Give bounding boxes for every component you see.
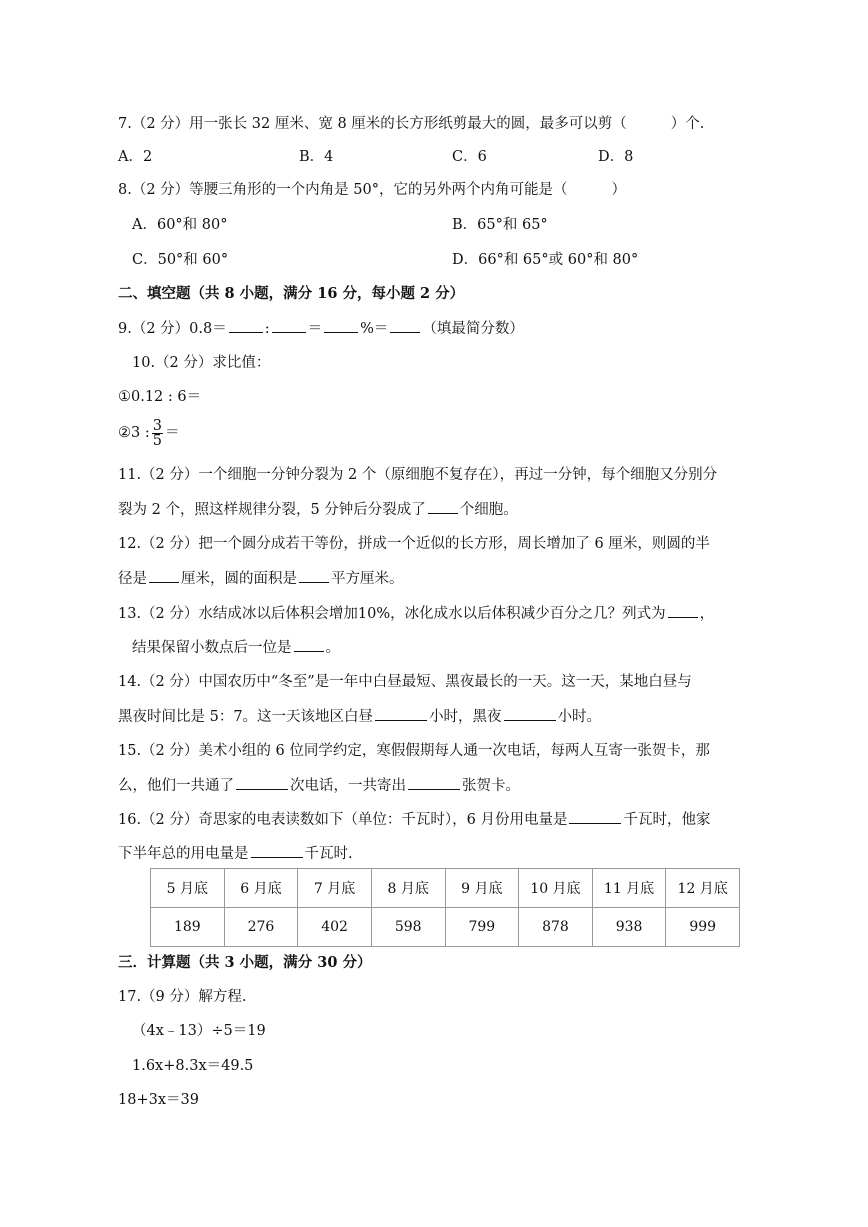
q17-equation-2: 1.6x+8.3x＝49.5	[132, 1058, 254, 1074]
table-cell: 799	[445, 908, 519, 947]
fraction: $\frac{3}{5}$	[152, 417, 162, 449]
table-header-cell: 8 月底	[371, 869, 445, 908]
table-header-row	[151, 869, 740, 908]
q11-line-1: 11.（2 分）一个细胞一分钟分裂为 2 个（原细胞不复存在），再过一分钟，每个细胞又分别分	[118, 467, 718, 483]
q15-line-1: 15.（2 分）美术小组的 6 位同学约定，寒假假期每人通一次电话，每两人互寄一张贺卡，那	[118, 743, 710, 759]
blank[interactable]	[324, 318, 358, 333]
q13-line-2: 结果保留小数点后一位是 。	[132, 637, 340, 658]
q10-item-1: ①0.12 : 6＝	[118, 389, 202, 405]
q16-line-1: 16.（2 分）奇思家的电表读数如下（单位：千瓦时），6 月份用电量是 千瓦时，他家	[118, 809, 710, 830]
meter-reading-table	[150, 868, 740, 947]
q8-option-a[interactable]: A．60°和 80°	[132, 217, 228, 233]
blank[interactable]	[149, 568, 179, 583]
q8-stem: 8.（2 分）等腰三角形的一个内角是 50°，它的另外两个内角可能是（ ）	[118, 182, 626, 198]
table-cell: 938	[592, 908, 666, 947]
table-header-cell: 7 月底	[298, 869, 372, 908]
blank[interactable]	[390, 318, 420, 333]
section-2-heading: 二、填空题（共 8 小题，满分 16 分，每小题 2 分）	[118, 285, 465, 302]
table-cell: 999	[666, 908, 740, 947]
q17-equation-1: （4x﹣13）÷5＝19	[132, 1023, 266, 1039]
blank[interactable]	[294, 637, 324, 652]
blank[interactable]	[299, 568, 329, 583]
table-header-cell: 12 月底	[666, 869, 740, 908]
blank[interactable]	[375, 706, 427, 721]
q17-equation-3: 18+3x＝39	[118, 1092, 199, 1108]
q14-line-1: 14.（2 分）中国农历中“冬至”是一年中白昼最短、黑夜最长的一天。这一天，某地白昼与	[118, 674, 692, 690]
blank[interactable]	[569, 809, 621, 824]
q16-line-2: 下半年总的用电量是 千瓦时.	[118, 843, 353, 864]
table-cell: 402	[298, 908, 372, 947]
q11-line-2: 裂为 2 个，照这样规律分裂，5 分钟后分裂成了 个细胞。	[118, 499, 518, 520]
q9: 9.（2 分）0.8＝ : ＝ %＝ （填最简分数）	[118, 318, 524, 339]
table-cell: 276	[224, 908, 298, 947]
q7-option-a[interactable]: A．2	[118, 149, 153, 165]
table-row	[151, 908, 740, 947]
blank[interactable]	[668, 603, 698, 618]
q7-option-d[interactable]: D．8	[598, 149, 634, 165]
table-header-cell: 6 月底	[224, 869, 298, 908]
q17-stem: 17.（9 分）解方程.	[118, 989, 247, 1005]
blank[interactable]	[251, 843, 303, 858]
q12-line-2: 径是 厘米，圆的面积是 平方厘米。	[118, 568, 404, 589]
blank[interactable]	[272, 318, 306, 333]
q10-item-2: ②3 : $\frac{3}{5}$ ＝	[118, 417, 180, 449]
table-header-cell: 9 月底	[445, 869, 519, 908]
table-cell: 598	[371, 908, 445, 947]
blank[interactable]	[408, 775, 460, 790]
q10-stem: 10.（2 分）求比值：	[132, 355, 271, 371]
blank[interactable]	[504, 706, 556, 721]
blank[interactable]	[236, 775, 288, 790]
table-header-cell: 5 月底	[151, 869, 225, 908]
q12-line-1: 12.（2 分）把一个圆分成若干等份，拼成一个近似的长方形，周长增加了 6 厘米，则圆的半	[118, 536, 710, 552]
q7-option-b[interactable]: B．4	[299, 149, 334, 165]
section-3-heading: 三．计算题（共 3 小题，满分 30 分）	[118, 954, 372, 971]
blank[interactable]	[428, 499, 458, 514]
q8-option-b[interactable]: B．65°和 65°	[452, 217, 548, 233]
q15-line-2: 么，他们一共通了 次电话，一共寄出 张贺卡。	[118, 775, 520, 796]
table-cell: 878	[519, 908, 593, 947]
blank[interactable]	[229, 318, 263, 333]
q8-option-c[interactable]: C．50°和 60°	[132, 252, 229, 268]
table-header-cell: 10 月底	[519, 869, 593, 908]
table-cell: 189	[151, 908, 225, 947]
q7-option-c[interactable]: C．6	[452, 149, 487, 165]
table-header-cell: 11 月底	[592, 869, 666, 908]
q7-stem: 7.（2 分）用一张长 32 厘米、宽 8 厘米的长方形纸剪最大的圆，最多可以剪（ ）个.	[118, 116, 705, 132]
q13-line-1: 13.（2 分）水结成冰以后体积会增加10%，冰化成水以后体积减少百分之几？列式为 ，	[118, 603, 714, 624]
q8-option-d[interactable]: D．66°和 65°或 60°和 80°	[452, 252, 639, 268]
q14-line-2: 黑夜时间比是 5：7。这一天该地区白昼 小时，黑夜 小时。	[118, 706, 601, 727]
